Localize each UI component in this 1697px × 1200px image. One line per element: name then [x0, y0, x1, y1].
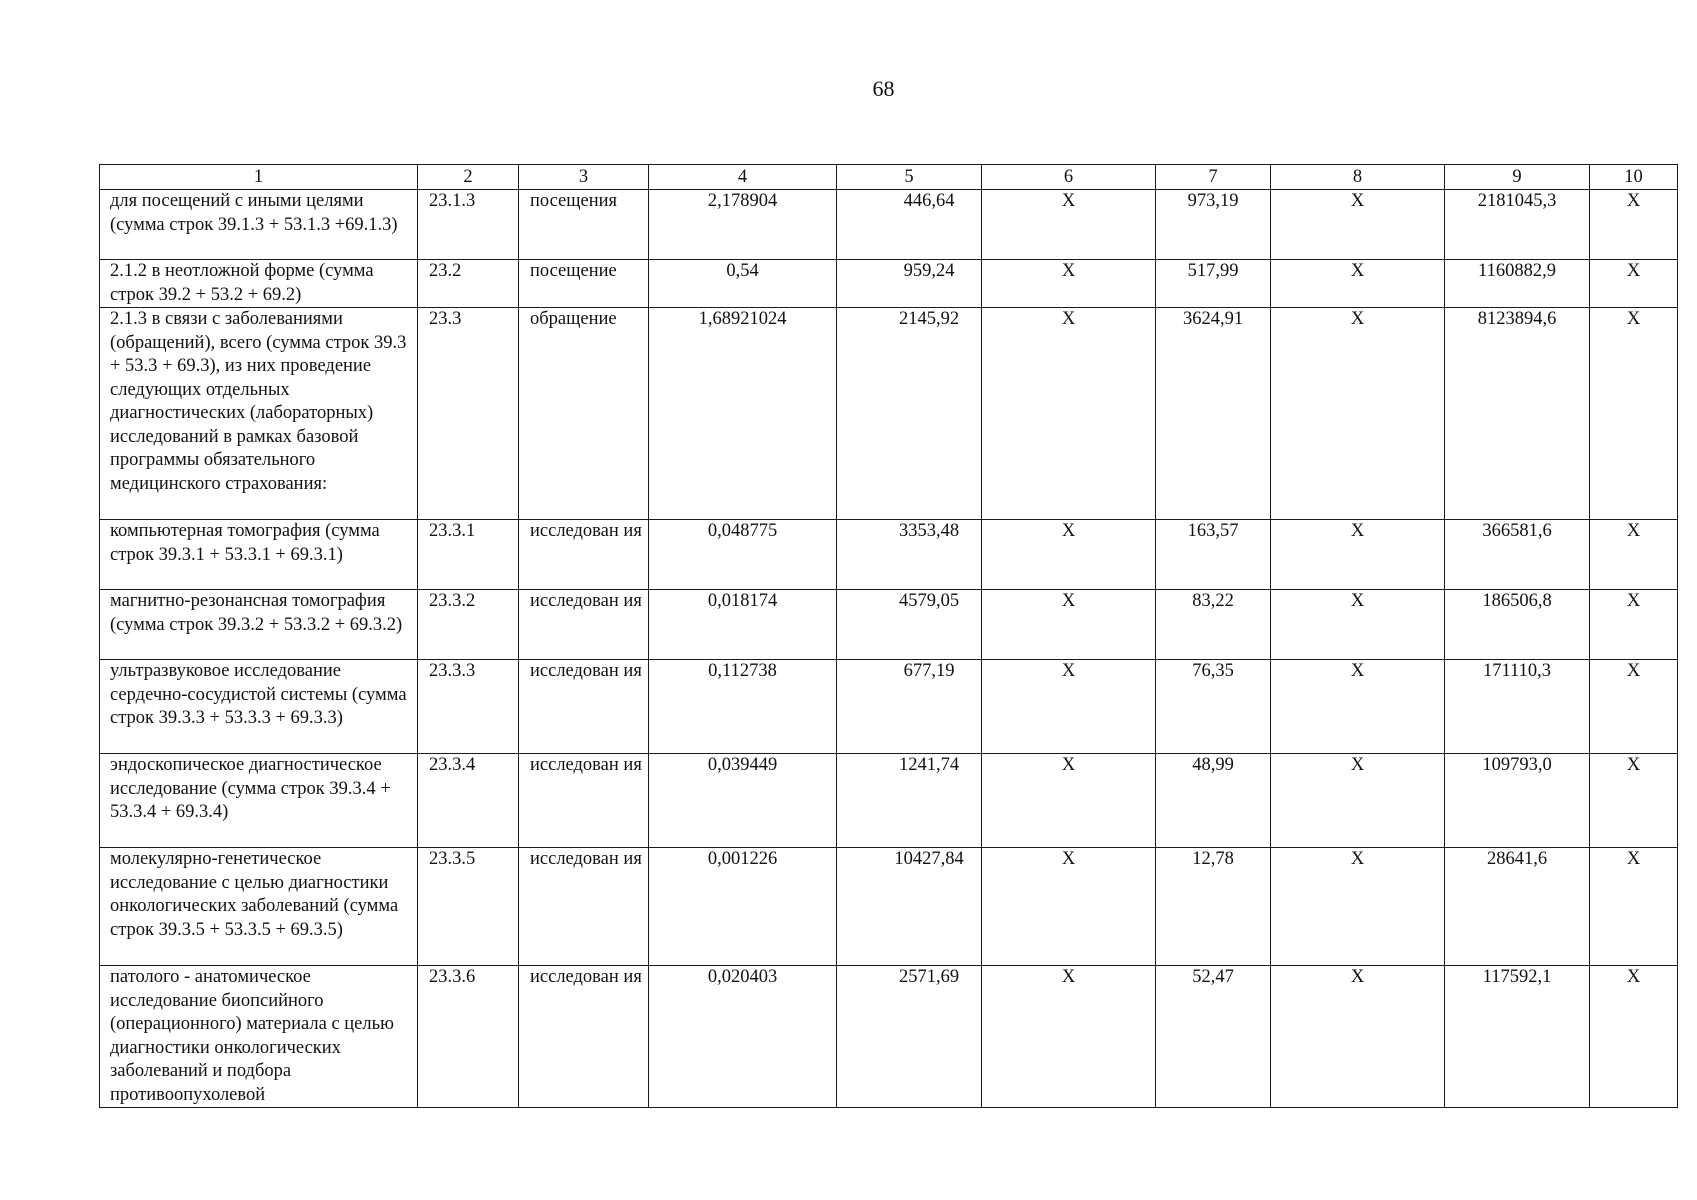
col7-cell: 973,19	[1156, 190, 1271, 260]
col7-cell: 83,22	[1156, 590, 1271, 660]
row-name-cell: патолого - анатомическое исследование биопсийного (операционного) материала с целью диагностики онкологических заболеваний и подбора противоопухолевой	[100, 966, 418, 1108]
col5-cell: 446,64	[837, 190, 982, 260]
col7-cell: 3624,91	[1156, 308, 1271, 520]
row-name-cell: компьютерная томография (сумма строк 39.3.1 + 53.3.1 + 69.3.1)	[100, 520, 418, 590]
col10-cell: Х	[1590, 966, 1678, 1108]
col8-cell: Х	[1271, 520, 1445, 590]
col8-cell: Х	[1271, 590, 1445, 660]
table-row	[100, 660, 1678, 754]
row-unit-cell: исследован ия	[519, 520, 649, 590]
col5-cell: 2571,69	[837, 966, 982, 1108]
table-row	[100, 590, 1678, 660]
col9-cell: 2181045,3	[1445, 190, 1590, 260]
col9-cell: 1160882,9	[1445, 260, 1590, 308]
col4-cell: 1,68921024	[649, 308, 837, 520]
col8-cell: Х	[1271, 966, 1445, 1108]
column-header-1: 1	[100, 165, 418, 190]
col8-cell: Х	[1271, 190, 1445, 260]
row-name-cell: молекулярно-генетическое исследование с целью диагностики онкологических заболеваний (сумма строк 39.3.5 + 53.3.5 + 69.3.5)	[100, 848, 418, 966]
col9-cell: 186506,8	[1445, 590, 1590, 660]
col4-cell: 0,039449	[649, 754, 837, 848]
col10-cell: Х	[1590, 308, 1678, 520]
row-code-cell: 23.3.2	[418, 590, 519, 660]
col7-cell: 12,78	[1156, 848, 1271, 966]
col5-cell: 677,19	[837, 660, 982, 754]
row-name-cell: 2.1.2 в неотложной форме (сумма строк 39.2 + 53.2 + 69.2)	[100, 260, 418, 308]
row-unit-cell: исследован ия	[519, 590, 649, 660]
row-unit-cell: посещение	[519, 260, 649, 308]
col7-cell: 48,99	[1156, 754, 1271, 848]
table-row	[100, 848, 1678, 966]
col6-cell: Х	[982, 966, 1156, 1108]
col8-cell: Х	[1271, 260, 1445, 308]
col7-cell: 52,47	[1156, 966, 1271, 1108]
col10-cell: Х	[1590, 848, 1678, 966]
column-header-6: 6	[982, 165, 1156, 190]
row-name-cell: ультразвуковое исследование сердечно-сосудистой системы (сумма строк 39.3.3 + 53.3.3 + 69.3.3)	[100, 660, 418, 754]
col5-cell: 959,24	[837, 260, 982, 308]
column-header-7: 7	[1156, 165, 1271, 190]
column-header-2: 2	[418, 165, 519, 190]
data-table	[99, 164, 1678, 1108]
row-code-cell: 23.3.6	[418, 966, 519, 1108]
col4-cell: 0,54	[649, 260, 837, 308]
column-header-8: 8	[1271, 165, 1445, 190]
table-row	[100, 260, 1678, 308]
col5-cell: 1241,74	[837, 754, 982, 848]
row-unit-cell: посещения	[519, 190, 649, 260]
col6-cell: Х	[982, 190, 1156, 260]
column-header-9: 9	[1445, 165, 1590, 190]
table-row	[100, 190, 1678, 260]
row-name-cell: 2.1.3 в связи с заболеваниями (обращений), всего (сумма строк 39.3 + 53.3 + 69.3), из них проведение следующих отдельных диагностических (лабораторных) исследований в рамках базовой программы обязательного медицинского страхования:	[100, 308, 418, 520]
col9-cell: 28641,6	[1445, 848, 1590, 966]
col6-cell: Х	[982, 590, 1156, 660]
col6-cell: Х	[982, 308, 1156, 520]
row-code-cell: 23.3.5	[418, 848, 519, 966]
col8-cell: Х	[1271, 754, 1445, 848]
row-unit-cell: исследован ия	[519, 848, 649, 966]
col4-cell: 0,001226	[649, 848, 837, 966]
col10-cell: Х	[1590, 520, 1678, 590]
table-body	[100, 190, 1678, 1108]
col10-cell: Х	[1590, 190, 1678, 260]
column-header-3: 3	[519, 165, 649, 190]
col8-cell: Х	[1271, 308, 1445, 520]
col6-cell: Х	[982, 660, 1156, 754]
col4-cell: 0,018174	[649, 590, 837, 660]
page-number: 68	[872, 76, 895, 101]
col4-cell: 0,048775	[649, 520, 837, 590]
row-code-cell: 23.2	[418, 260, 519, 308]
col4-cell: 0,112738	[649, 660, 837, 754]
col6-cell: Х	[982, 520, 1156, 590]
col7-cell: 76,35	[1156, 660, 1271, 754]
col7-cell: 163,57	[1156, 520, 1271, 590]
col8-cell: Х	[1271, 848, 1445, 966]
table-row	[100, 520, 1678, 590]
col10-cell: Х	[1590, 590, 1678, 660]
row-unit-cell: обращение	[519, 308, 649, 520]
col9-cell: 171110,3	[1445, 660, 1590, 754]
col5-cell: 3353,48	[837, 520, 982, 590]
row-code-cell: 23.3.4	[418, 754, 519, 848]
col6-cell: Х	[982, 754, 1156, 848]
col5-cell: 10427,84	[837, 848, 982, 966]
header-row	[100, 165, 1678, 190]
col9-cell: 366581,6	[1445, 520, 1590, 590]
row-name-cell: магнитно-резонансная томография (сумма строк 39.3.2 + 53.3.2 + 69.3.2)	[100, 590, 418, 660]
data-table-container	[99, 164, 1678, 1108]
col9-cell: 117592,1	[1445, 966, 1590, 1108]
table-row	[100, 966, 1678, 1108]
col7-cell: 517,99	[1156, 260, 1271, 308]
row-name-cell: для посещений с иными целями (сумма строк 39.1.3 + 53.1.3 +69.1.3)	[100, 190, 418, 260]
row-unit-cell: исследован ия	[519, 754, 649, 848]
col10-cell: Х	[1590, 660, 1678, 754]
row-unit-cell: исследован ия	[519, 660, 649, 754]
row-code-cell: 23.1.3	[418, 190, 519, 260]
column-header-4: 4	[649, 165, 837, 190]
col4-cell: 0,020403	[649, 966, 837, 1108]
col5-cell: 2145,92	[837, 308, 982, 520]
row-code-cell: 23.3.3	[418, 660, 519, 754]
col6-cell: Х	[982, 260, 1156, 308]
col10-cell: Х	[1590, 260, 1678, 308]
table-row	[100, 754, 1678, 848]
table-row	[100, 308, 1678, 520]
col5-cell: 4579,05	[837, 590, 982, 660]
col9-cell: 109793,0	[1445, 754, 1590, 848]
row-unit-cell: исследован ия	[519, 966, 649, 1108]
column-header-10: 10	[1590, 165, 1678, 190]
col9-cell: 8123894,6	[1445, 308, 1590, 520]
row-name-cell: эндоскопическое диагностическое исследование (сумма строк 39.3.4 + 53.3.4 + 69.3.4)	[100, 754, 418, 848]
row-code-cell: 23.3.1	[418, 520, 519, 590]
col8-cell: Х	[1271, 660, 1445, 754]
col4-cell: 2,178904	[649, 190, 837, 260]
column-header-5: 5	[837, 165, 982, 190]
col10-cell: Х	[1590, 754, 1678, 848]
row-code-cell: 23.3	[418, 308, 519, 520]
col6-cell: Х	[982, 848, 1156, 966]
